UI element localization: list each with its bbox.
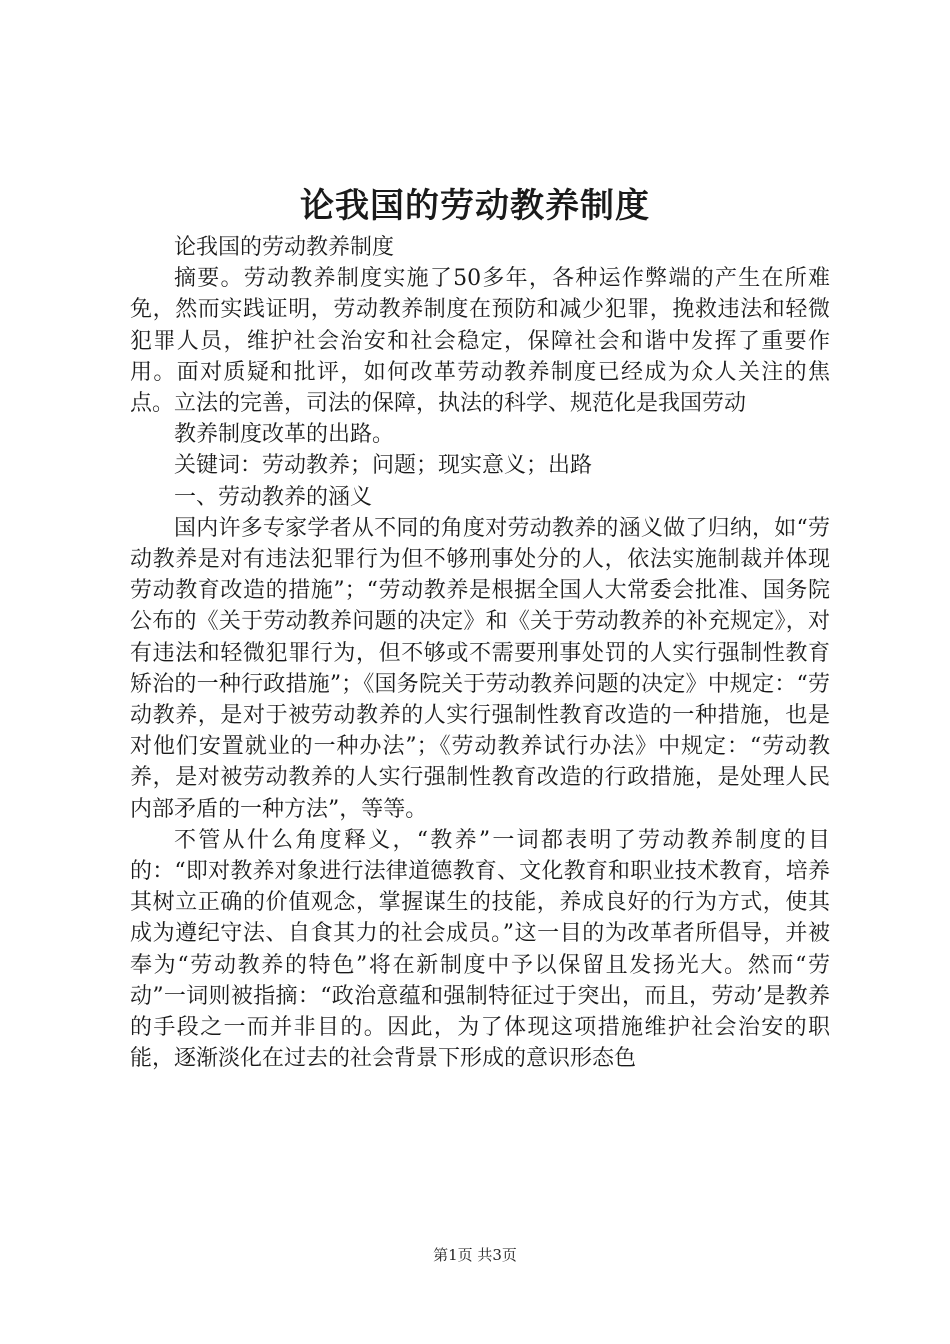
paragraph-subtitle: 论我国的劳动教养制度: [174, 235, 395, 260]
paragraph-abstract: 摘要。劳动教养制度实施了50多年，各种运作弊端的产生在所难免，然而实践证明，劳动教养制度在预防和减少犯罪，挽救违法和轻微犯罪人员，维护社会治安和社会稳定，保障社会和谐中发挥了重要作用。面对质疑和批评，如何改革劳动教养制度已经成为众人关注的焦点。立法的完善，司法的保障，执法的科学、规范化是我国劳动: [130, 266, 830, 417]
page-indicator: 第1页 共3页: [433, 1246, 517, 1264]
document-title: 论我国的劳动教养制度: [300, 186, 650, 226]
paragraph-definition: 国内许多专家学者从不同的角度对劳动教养的涵义做了归纳，如“劳动教养是对有违法犯罪行为但不够刑事处分的人，依法实施制裁并体现劳动教育改造的措施”；“劳动教养是根据全国人大常委会批准、国务院公布的《关于劳动教养问题的决定》和《关于劳动教养的补充规定》，对有违法和轻微犯罪行为，但不够或不需要刑事处罚的人实行强制性教育矫治的一种行政措施”；《国务院关于劳动教养问题的决定》中规定：“劳动教养，是对于被劳动教养的人实行强制性教育改造的一种措施，也是对他们安置就业的一种办法”；《劳动教养试行办法》中规定：“劳动教养，是对被劳动教养的人实行强制性教育改造的行政措施，是处理人民内部矛盾的一种方法”，等等。: [130, 515, 830, 822]
paragraph-interpretation: 不管从什么角度释义，“教养”一词都表明了劳动教养制度的目的：“即对教养对象进行法律道德教育、文化教育和职业技术教育，培养其树立正确的价值观念，掌握谋生的技能，养成良好的行为方式，使其成为遵纪守法、自食其力的社会成员。”这一目的为改革者所倡导，并被奉为“劳动教养的特色”将在新制度中予以保留且发扬光大。然而“劳动”一词则被指摘：“政治意蕴和强制特征过于突出，而且，劳动’是教养的手段之一而并非目的。因此，为了体现这项措施维护社会治安的职能，逐渐淡化在过去的社会背景下形成的意识形态色: [130, 827, 830, 1072]
section-heading-1: 一、劳动教养的涵义: [174, 484, 373, 510]
paragraph-abstract-continued: 教养制度改革的出路。: [174, 422, 395, 448]
document-body: [130, 232, 830, 1074]
paragraph-keywords: 关键词：劳动教养；问题；现实意义；出路: [174, 453, 593, 479]
